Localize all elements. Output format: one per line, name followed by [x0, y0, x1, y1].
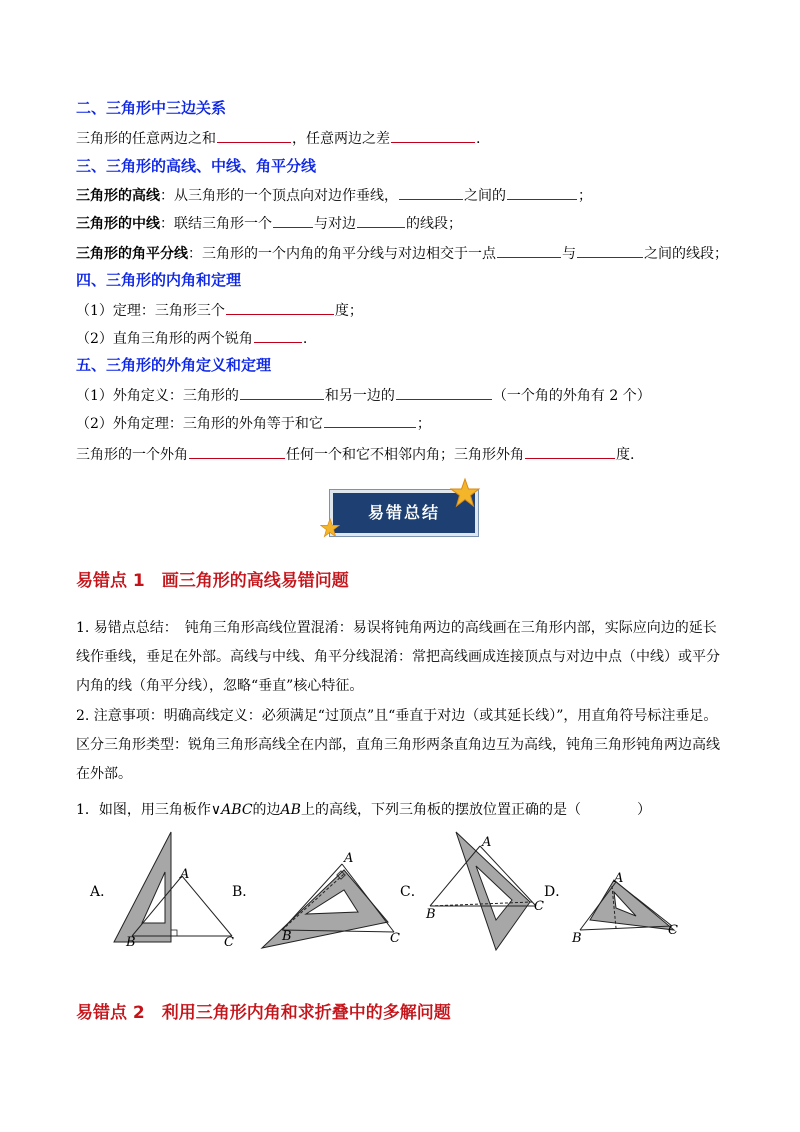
- point-label-a: A: [344, 851, 354, 866]
- blank-acute-angles: [254, 327, 302, 343]
- text: （2）直角三角形的两个锐角: [76, 331, 253, 347]
- text: ；: [578, 188, 592, 204]
- text: ；: [416, 416, 431, 432]
- segment-ab: AB: [280, 802, 301, 818]
- blank-altitude-1: [399, 184, 463, 200]
- options-figure: [76, 830, 716, 960]
- option-label-a[interactable]: A．: [90, 884, 115, 900]
- point-label-c: C: [224, 935, 234, 950]
- term-median: 三角形的中线: [76, 216, 160, 232]
- point-label-a: A: [614, 871, 624, 886]
- option-b-figure[interactable]: [262, 851, 400, 948]
- blank-altitude-2: [507, 184, 577, 200]
- blank-diff: [391, 127, 475, 143]
- text: 之间的: [464, 188, 506, 204]
- text: 的线段；: [406, 216, 462, 232]
- error-summary-paragraph: 1. 易错点总结： 钝角三角形高线位置混淆：易误将钝角两边的高线画在三角形内部，实际应向边的延长线作垂线，垂足在外部。高线与中线、角平分线混淆：常把高线画成连接顶点与对边中点（中线）或平分内角的线（角平分线），忽略“垂直”核心特征。: [76, 620, 720, 694]
- text: 1．如图，用三角板作: [76, 802, 211, 818]
- text: （1）定理：三角形三个: [76, 303, 225, 319]
- question-1: [76, 800, 651, 820]
- section-heading-5: 五、三角形的外角定义和定理: [76, 356, 272, 374]
- text: 三角形的任意两边之和: [76, 131, 216, 147]
- point-label-b: B: [572, 931, 582, 946]
- point-label-c: C: [668, 923, 678, 938]
- summary-badge: [318, 478, 488, 542]
- blank-exterior-2: [396, 384, 492, 400]
- text: .: [476, 131, 481, 147]
- theorem-item-1: [76, 299, 363, 321]
- text: 度；: [334, 303, 363, 319]
- text: ：联结三角形一个: [160, 216, 272, 232]
- text: 和另一边的: [324, 388, 395, 404]
- blank-median-2: [357, 212, 405, 228]
- text: 与: [562, 246, 576, 262]
- point-label-a: A: [180, 867, 190, 882]
- blank-bisector-1: [497, 242, 561, 258]
- section-heading-2: 二、三角形中三边关系: [76, 99, 227, 117]
- option-c-figure[interactable]: [425, 832, 544, 950]
- exterior-def: [76, 384, 651, 406]
- text: 任何一个和它不相邻内角；三角形外角: [286, 447, 524, 463]
- option-d-figure[interactable]: [571, 871, 678, 946]
- blank-median-1: [273, 212, 313, 228]
- option-label-b[interactable]: B．: [232, 884, 257, 900]
- text: .: [302, 331, 308, 347]
- star-icon: [450, 478, 480, 508]
- text: 度.: [616, 447, 635, 463]
- triangle-symbol: ∨ABC: [210, 802, 253, 818]
- blank-exterior-4: [189, 443, 285, 459]
- text: ：三角形的一个内角的角平分线与对边相交于一点: [188, 246, 496, 262]
- text: 之间的线段；: [644, 246, 728, 262]
- theorem-item-2: [76, 327, 307, 349]
- term-bisector: 三角形的角平分线: [76, 246, 188, 262]
- error-point-1-title: 易错点 1 画三角形的高线易错问题: [76, 571, 349, 591]
- point-label-c: C: [534, 899, 544, 914]
- text: ，任意两边之差: [292, 131, 390, 147]
- point-label-b: B: [426, 907, 436, 922]
- blank-exterior-5: [525, 443, 615, 459]
- point-label-a: A: [482, 835, 492, 850]
- blank-angle-sum: [226, 299, 334, 315]
- text: 三角形的一个外角: [76, 447, 188, 463]
- term-altitude: 三角形的高线: [76, 188, 160, 204]
- section-heading-3: 三、三角形的高线、中线、角平分线: [76, 157, 317, 175]
- text: （1）外角定义：三角形的: [76, 388, 239, 404]
- point-label-c: C: [390, 931, 400, 946]
- text: 的边: [252, 802, 281, 818]
- bisector-definition: [76, 242, 728, 264]
- point-label-b: B: [282, 929, 292, 944]
- badge-label: 易错总结: [330, 490, 478, 536]
- altitude-definition: [76, 184, 592, 206]
- section-heading-4: 四、三角形的内角和定理: [76, 271, 242, 289]
- star-icon-small: [320, 518, 340, 538]
- blank-bisector-2: [577, 242, 643, 258]
- exterior-theorem: [76, 412, 431, 434]
- point-label-b: B: [126, 935, 136, 950]
- blank-exterior-1: [240, 384, 324, 400]
- text: （一个角的外角有 2 个）: [492, 388, 651, 404]
- text: 与对边: [314, 216, 356, 232]
- text: 上的高线，下列三角板的摆放位置正确的是（ ）: [300, 802, 651, 818]
- option-label-c[interactable]: C．: [400, 884, 425, 900]
- text: （2）外角定理：三角形的外角等于和它: [76, 416, 323, 432]
- section2-line1: [76, 127, 480, 149]
- blank-sum: [217, 127, 291, 143]
- blank-exterior-3: [324, 412, 416, 428]
- median-definition: [76, 212, 462, 234]
- notes-paragraph: 2. 注意事项：明确高线定义：必须满足“过顶点”且“垂直于对边（或其延长线）”，用直角符号标注垂足。 区分三角形类型：锐角三角形高线全在内部，直角三角形两条直角边互为高线，钝角三角形钝角两边高线在外部。: [76, 708, 725, 782]
- option-a-figure[interactable]: [114, 832, 234, 950]
- text: ：从三角形的一个顶点向对边作垂线，: [160, 188, 398, 204]
- error-point-2-title: 易错点 2 利用三角形内角和求折叠中的多解问题: [76, 1003, 451, 1023]
- option-label-d[interactable]: D．: [544, 884, 570, 900]
- exterior-compare: [76, 443, 634, 465]
